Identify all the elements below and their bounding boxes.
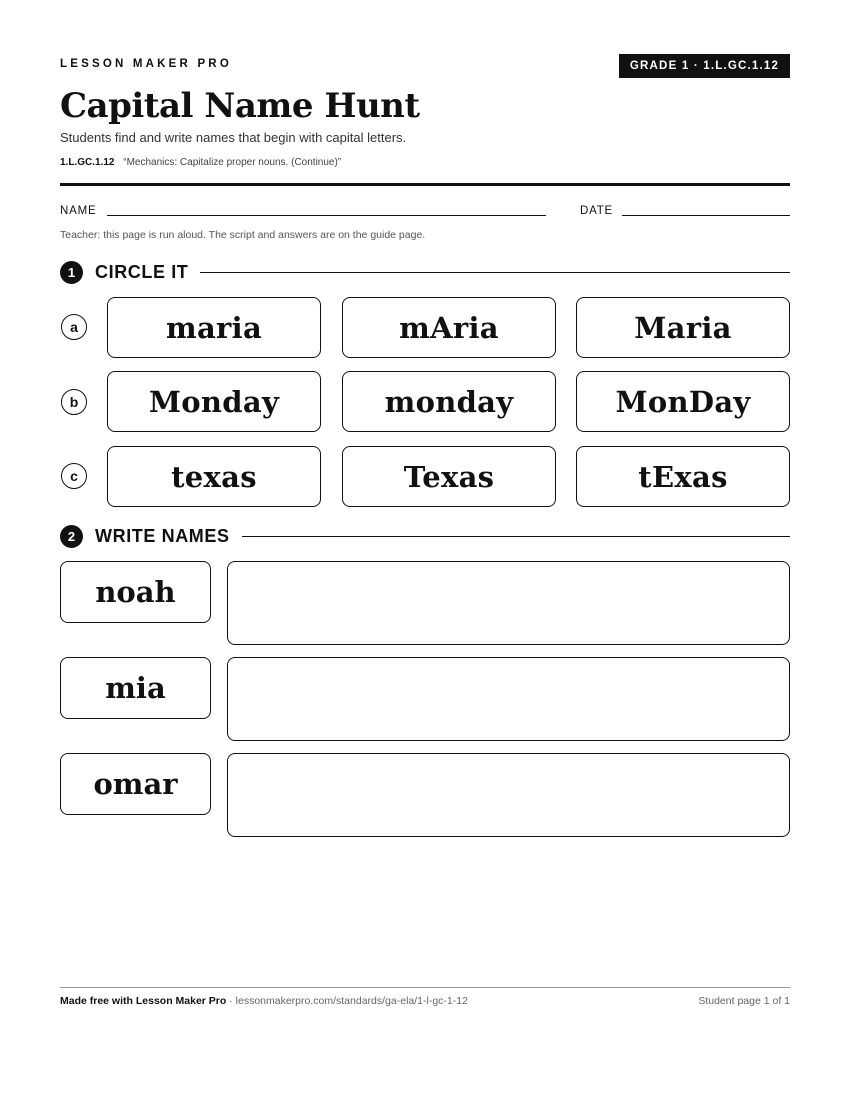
word-option-box[interactable]: Texas [342,446,556,507]
footer-divider [60,987,790,988]
brand-name: LESSON MAKER PRO [60,58,232,70]
write-answer-box[interactable] [227,753,790,837]
row-letter-a: a [61,314,87,340]
word-option-box[interactable]: texas [107,446,321,507]
name-label: NAME [60,205,97,217]
name-prompt-box: mia [60,657,211,719]
footer-credit [60,995,468,1007]
write-answer-box[interactable] [227,561,790,645]
name-prompt-box: noah [60,561,211,623]
row-letter-c: c [61,463,87,489]
standard-code: 1.L.GC.1.12 [60,157,115,168]
section-write-names-header [60,524,790,548]
row-letter-b: b [61,389,87,415]
standard-line [60,157,341,168]
section-rule [200,272,790,273]
section-title: CIRCLE IT [95,261,189,282]
section-circle-it-header [60,260,790,284]
name-field[interactable] [107,215,546,216]
section-title: WRITE NAMES [95,525,230,546]
date-label: DATE [580,205,614,217]
footer-url[interactable]: · lessonmakerpro.com/standards/ga-ela/1-l-gc-1-12 [229,995,468,1007]
section-number-badge: 2 [60,525,83,548]
write-answer-box[interactable] [227,657,790,741]
word-option-box[interactable]: maria [107,297,321,358]
section-number-badge: 1 [60,261,83,284]
word-option-box[interactable]: Monday [107,371,321,432]
page-title: Capital Name Hunt [60,86,420,126]
section-rule [242,536,790,537]
grade-badge: GRADE 1 · 1.L.GC.1.12 [619,54,790,78]
date-field[interactable] [622,215,790,216]
header-divider [60,183,790,186]
word-option-box[interactable]: tExas [576,446,790,507]
standard-description: “Mechanics: Capitalize proper nouns. (Continue)” [123,157,342,168]
word-option-box[interactable]: MonDay [576,371,790,432]
teacher-note: Teacher: this page is run aloud. The script and answers are on the guide page. [60,229,426,241]
footer-page-label: Student page 1 of 1 [698,995,790,1007]
word-option-box[interactable]: mAria [342,297,556,358]
name-prompt-box: omar [60,753,211,815]
word-option-box[interactable]: monday [342,371,556,432]
word-option-box[interactable]: Maria [576,297,790,358]
footer-made-with: Made free with Lesson Maker Pro [60,995,227,1007]
page-subtitle: Students find and write names that begin with capital letters. [60,130,407,145]
